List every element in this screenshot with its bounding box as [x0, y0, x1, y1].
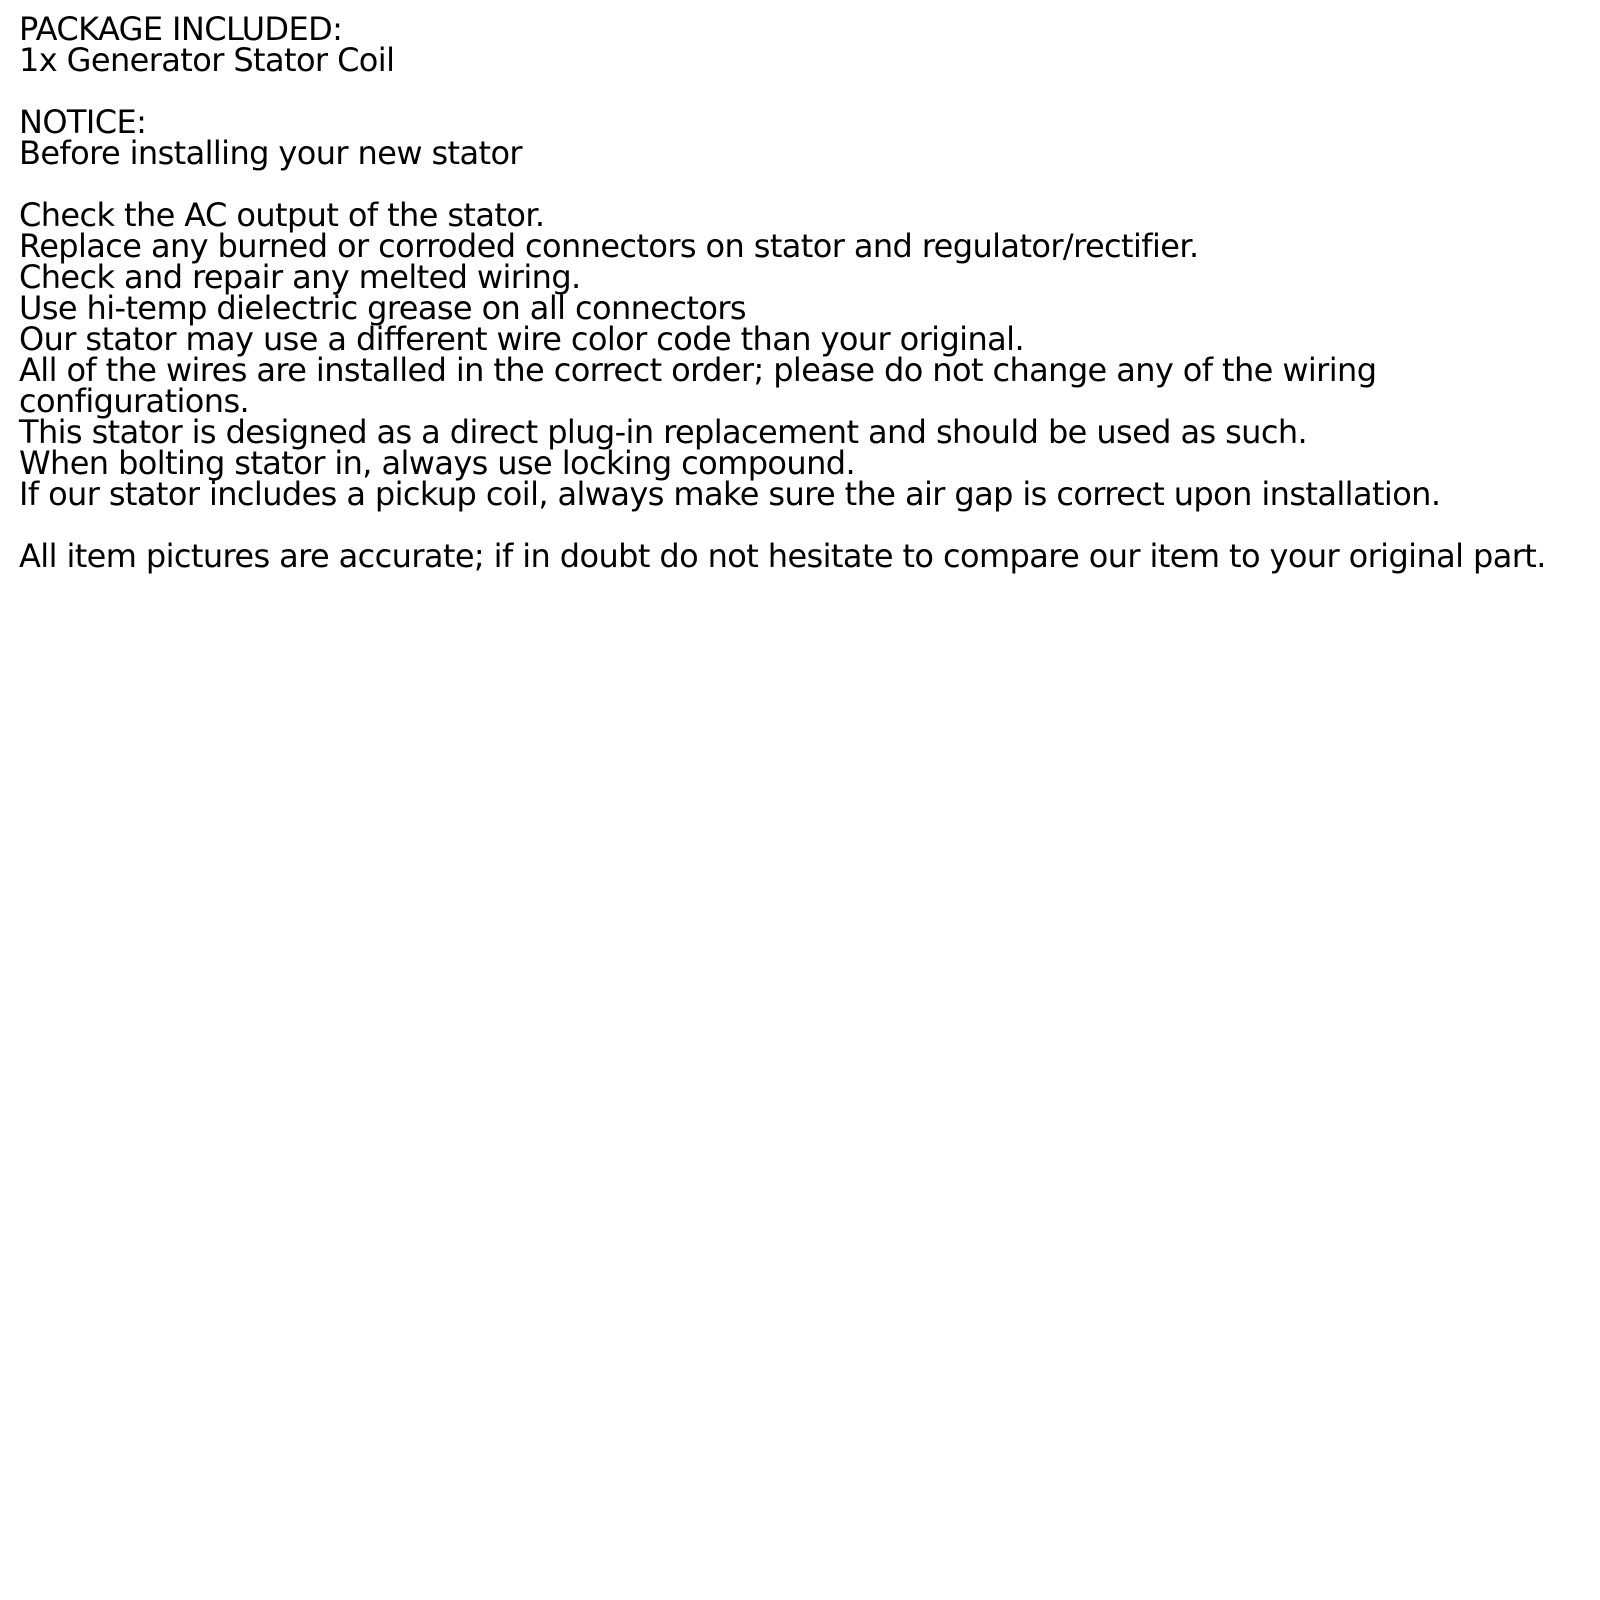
instruction-line: Check and repair any melted wiring.: [19, 258, 581, 296]
instruction-line: Check the AC output of the stator.: [19, 196, 545, 234]
footer-section: [19, 537, 1579, 575]
package-item: 1x Generator Stator Coil: [19, 41, 395, 79]
notice-heading: NOTICE:: [19, 103, 147, 141]
package-included-heading: PACKAGE INCLUDED:: [19, 10, 343, 48]
notice-intro: Before installing your new stator: [19, 134, 522, 172]
instruction-line: Use hi-temp dielectric grease on all connectors: [19, 289, 746, 327]
instructions-section: [19, 196, 1579, 513]
package-included-section: [19, 10, 1579, 79]
instruction-line: This stator is designed as a direct plug-in replacement and should be used as such.: [19, 413, 1308, 451]
notice-section: [19, 103, 1579, 172]
instruction-line: If our stator includes a pickup coil, always make sure the air gap is correct upon installation.: [19, 475, 1441, 513]
instruction-line: When bolting stator in, always use locking compound.: [19, 444, 856, 482]
product-notice-document: [19, 10, 1579, 575]
instruction-line: Our stator may use a different wire color code than your original.: [19, 320, 1025, 358]
footer-text: All item pictures are accurate; if in doubt do not hesitate to compare our item to your original part.: [19, 537, 1546, 575]
instruction-line: All of the wires are installed in the correct order; please do not change any of the wiring configurations.: [19, 351, 1377, 420]
instruction-line: Replace any burned or corroded connectors on stator and regulator/rectifier.: [19, 227, 1199, 265]
